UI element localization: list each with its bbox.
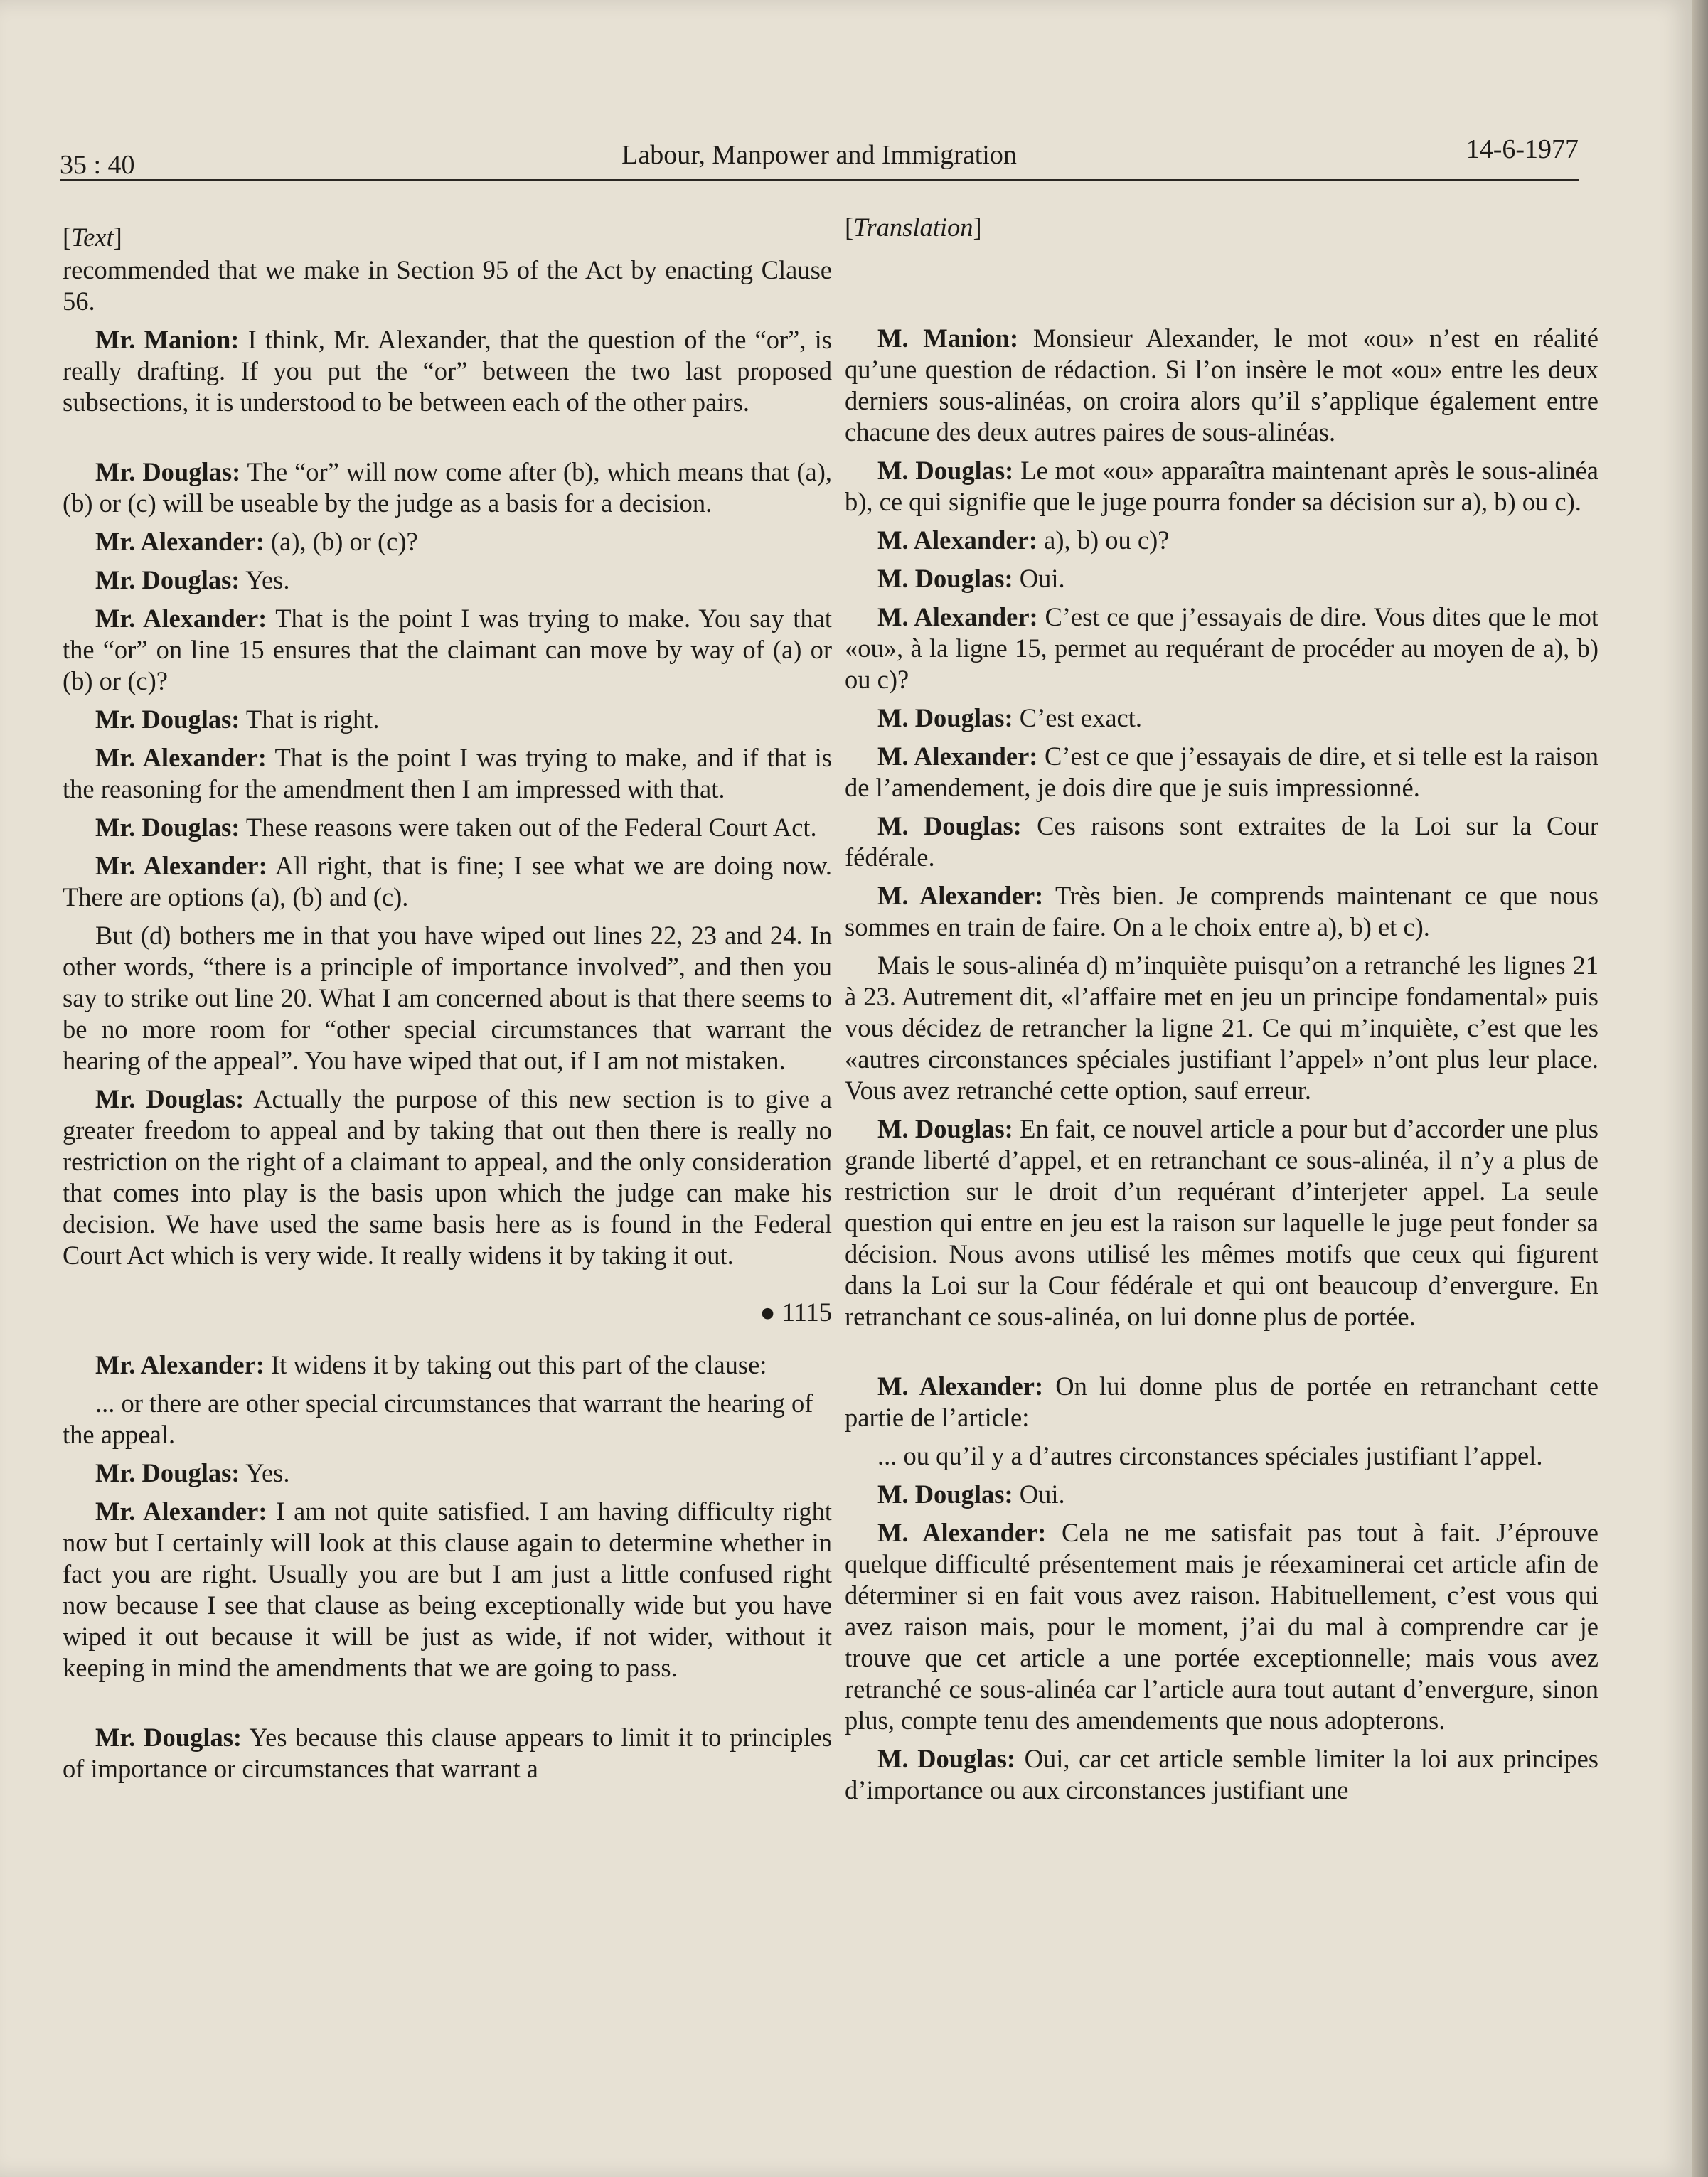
speech-text: C’est exact. bbox=[1013, 703, 1143, 732]
page-header bbox=[60, 134, 1579, 181]
speaker-name: M. Manion: bbox=[877, 323, 1019, 353]
speech-text: I am not quite satisfied. I am having difficulty right now but I certainly will look at this clause again to determine whether in fact you are right. Usually you are but I am just a little confused right now because I see that clause as being exceptionally wide but you have wiped it out because it will be just as wide, if not wider, without it keeping in mind the amendments that we are going to pass. bbox=[63, 1497, 832, 1682]
speech-text: C’est ce que j’essayais de dire. Vous dites que le mot «ou», à la ligne 15, permet au requérant de procéder au moyen de a), b) ou c)? bbox=[845, 602, 1598, 694]
speech-text: On lui donne plus de portée en retranchant cette partie de l’article: bbox=[845, 1371, 1598, 1432]
paragraph bbox=[845, 1517, 1598, 1736]
paragraph bbox=[845, 323, 1598, 448]
speech-text: C’est ce que j’essayais de dire, et si telle est la raison de l’amendement, je dois dire que je suis impressionné. bbox=[845, 742, 1598, 802]
paragraph bbox=[63, 704, 832, 735]
paragraph bbox=[63, 812, 832, 843]
speech-text: Yes. bbox=[240, 565, 290, 594]
english-column bbox=[63, 222, 832, 1792]
paragraph bbox=[845, 525, 1598, 556]
paragraph bbox=[845, 741, 1598, 803]
speaker-name: Mr. Douglas: bbox=[95, 1084, 245, 1113]
paragraph bbox=[63, 742, 832, 805]
paragraph bbox=[845, 880, 1598, 943]
speaker-name: M. Douglas: bbox=[877, 811, 1022, 840]
paragraph bbox=[63, 1349, 832, 1381]
speaker-name: Mr. Alexander: bbox=[95, 527, 265, 556]
speaker-name: M. Alexander: bbox=[877, 525, 1038, 555]
paragraph bbox=[845, 455, 1598, 518]
paragraph bbox=[63, 1457, 832, 1489]
paragraph: But (d) bothers me in that you have wiped out lines 22, 23 and 24. In other words, “there is a principle of importance involved”, and then you say to strike out line 20. What I am concerned about is that there seems to be no more room for “other special circumstances that warrant the hearing of the appeal”. You have wiped that out, if I am not mistaken. bbox=[63, 921, 832, 1075]
paragraph bbox=[63, 324, 832, 418]
header-date: 14-6-1977 bbox=[1466, 134, 1579, 164]
speech-text: That is right. bbox=[240, 705, 380, 734]
speaker-name: M. Alexander: bbox=[877, 1518, 1047, 1547]
speech-text: Oui. bbox=[1013, 564, 1065, 593]
time-marker: ● 1115 bbox=[759, 1298, 832, 1327]
speech-text: (a), (b) or (c)? bbox=[264, 527, 418, 556]
paragraph: recommended that we make in Section 95 of the Act by enacting Clause 56. bbox=[63, 255, 832, 316]
page-edge bbox=[1692, 0, 1708, 2177]
paragraph: Mais le sous-alinéa d) m’inquiète puisqu’on a retranché les lignes 21 à 23. Autrement dit, «l’affaire met en jeu un principe fondamental» puis vous décidez de retrancher la ligne 21. Ce qui m’inquiète, c’est que les «autres circonstances spéciales justifiant l’appel» n’ont plus leur place. Vous avez retranché cette option, sauf erreur. bbox=[845, 951, 1598, 1105]
speaker-name: Mr. Douglas: bbox=[95, 1458, 240, 1487]
language-label: [Text] bbox=[63, 223, 122, 252]
paragraph bbox=[845, 1479, 1598, 1510]
paragraph bbox=[845, 1113, 1598, 1332]
speech-text: I think, Mr. Alexander, that the question of the “or”, is really drafting. If you put the “or” between the two last proposed subsections, it is understood to be between each of the other pairs. bbox=[63, 325, 832, 417]
speaker-name: M. Alexander: bbox=[877, 1371, 1044, 1401]
speech-text: Très bien. Je comprends maintenant ce que nous sommes en train de faire. On a le choix entre a), b) et c). bbox=[845, 881, 1599, 941]
speech-text: Oui, car cet article semble limiter la loi aux principes d’importance ou aux circonstances justifiant une bbox=[845, 1744, 1598, 1804]
french-column bbox=[845, 212, 1598, 1813]
speaker-name: Mr. Douglas: bbox=[95, 1723, 242, 1752]
paragraph bbox=[63, 565, 832, 596]
speech-text: Yes because this clause appears to limit it to principles of importance or circumstances that warrant a bbox=[63, 1723, 832, 1783]
speaker-name: M. Douglas: bbox=[877, 1114, 1013, 1143]
speech-text: That is the point I was trying to make, and if that is the reasoning for the amendment then I am impressed with that. bbox=[63, 743, 832, 803]
block-quote: ... or there are other special circumstances that warrant the hearing of the appeal. bbox=[63, 1389, 813, 1449]
speaker-name: M. Alexander: bbox=[877, 602, 1038, 631]
speaker-name: Mr. Douglas: bbox=[95, 813, 240, 842]
speech-text: Le mot «ou» apparaîtra maintenant après le sous-alinéa b), ce qui signifie que le juge pourra fonder sa décision sur a), b) ou c). bbox=[845, 456, 1599, 516]
speaker-name: Mr. Alexander: bbox=[95, 1497, 267, 1526]
paragraph bbox=[63, 603, 832, 697]
speaker-name: Mr. Alexander: bbox=[95, 743, 267, 772]
speaker-name: Mr. Alexander: bbox=[95, 1350, 265, 1379]
speaker-name: Mr. Douglas: bbox=[95, 705, 240, 734]
speech-text: Cela ne me satisfait pas tout à fait. J’éprouve quelque difficulté présentement mais je réexaminerai cet article afin de déterminer si en fait vous avez raison. Habituellement, c’est vous qui avez raison mais, pour le moment, j’ai du mal à comprendre car je trouve que cet article a une portée exceptionnelle; mais vous avez retranché ce sous-alinéa car l’article aura tout autant d’envergure, sinon plus, compte tenu des amendements que nous adopterons. bbox=[845, 1518, 1598, 1735]
speech-text: Yes. bbox=[240, 1458, 290, 1487]
speaker-name: M. Douglas: bbox=[877, 1480, 1013, 1509]
speech-text: The “or” will now come after (b), which means that (a), (b) or (c) will be useable by the judge as a basis for a decision. bbox=[63, 457, 832, 518]
paragraph bbox=[63, 526, 832, 557]
speaker-name: Mr. Alexander: bbox=[95, 851, 267, 880]
block-quote: ... ou qu’il y a d’autres circonstances spéciales justifiant l’appel. bbox=[877, 1441, 1543, 1470]
speaker-name: M. Douglas: bbox=[877, 564, 1013, 593]
speaker-name: M. Alexander: bbox=[877, 881, 1044, 910]
page-number: 35 : 40 bbox=[60, 150, 135, 180]
speaker-name: Mr. Douglas: bbox=[95, 457, 241, 486]
speech-text: En fait, ce nouvel article a pour but d’accorder une plus grande liberté d’appel, et en retranchant ce sous-alinéa, il n’y a plus de restriction sur le droit d’un requérant d’interjeter appel. La seule question qui entre en jeu est la raison sur laquelle le juge peut fonder sa décision. Nous avons utilisé les mêmes motifs que ceux qui figurent dans la Loi sur la Cour fédérale et qui ont beaucoup d’envergure. En retranchant ce sous-alinéa, on lui donne plus de portée. bbox=[845, 1114, 1599, 1331]
paragraph bbox=[63, 1496, 832, 1684]
speech-text: These reasons were taken out of the Federal Court Act. bbox=[240, 813, 817, 842]
running-title: Labour, Manpower and Immigration bbox=[621, 140, 1017, 170]
language-label: [Translation] bbox=[845, 213, 982, 242]
paragraph bbox=[63, 1084, 832, 1271]
speaker-name: M. Douglas: bbox=[877, 1744, 1016, 1773]
speaker-name: Mr. Alexander: bbox=[95, 604, 267, 633]
speech-text: Ces raisons sont extraites de la Loi sur la Cour fédérale. bbox=[845, 811, 1599, 872]
paragraph bbox=[845, 601, 1598, 695]
paragraph bbox=[63, 456, 832, 519]
paragraph bbox=[845, 811, 1598, 873]
speaker-name: Mr. Manion: bbox=[95, 325, 240, 354]
speech-text: It widens it by taking out this part of the clause: bbox=[264, 1350, 767, 1379]
paragraph bbox=[845, 702, 1598, 734]
speech-text: That is the point I was trying to make. You say that the “or” on line 15 ensures that the claimant can move by way of (a) or (b) or (c)? bbox=[63, 604, 832, 695]
paragraph bbox=[63, 1722, 832, 1785]
paragraph bbox=[845, 1371, 1598, 1433]
speech-text: Monsieur Alexander, le mot «ou» n’est en réalité qu’une question de rédaction. Si l’on insère le mot «ou» entre les deux derniers sous-alinéas, on croira alors qu’il s’applique également entre chacune des deux autres paires de sous-alinéas. bbox=[845, 323, 1598, 446]
speech-text: a), b) ou c)? bbox=[1037, 525, 1170, 555]
paragraph bbox=[63, 850, 832, 913]
speech-text: Oui. bbox=[1013, 1480, 1065, 1509]
speaker-name: M. Douglas: bbox=[877, 703, 1013, 732]
speech-text: Actually the purpose of this new section is to give a greater freedom to appeal and by taking that out then there is really no restriction on the right of a claimant to appeal, and the only consideration that comes into play is the basis upon which the judge can make his decision. We have used the same basis here as is found in the Federal Court Act which is very wide. It really widens it by taking it out. bbox=[63, 1084, 832, 1270]
paragraph bbox=[845, 1743, 1598, 1806]
paragraph bbox=[845, 563, 1598, 594]
speaker-name: M. Alexander: bbox=[877, 742, 1038, 771]
speech-text: All right, that is fine; I see what we are doing now. There are options (a), (b) and (c). bbox=[63, 851, 832, 911]
speaker-name: M. Douglas: bbox=[877, 456, 1014, 485]
speaker-name: Mr. Douglas: bbox=[95, 565, 240, 594]
